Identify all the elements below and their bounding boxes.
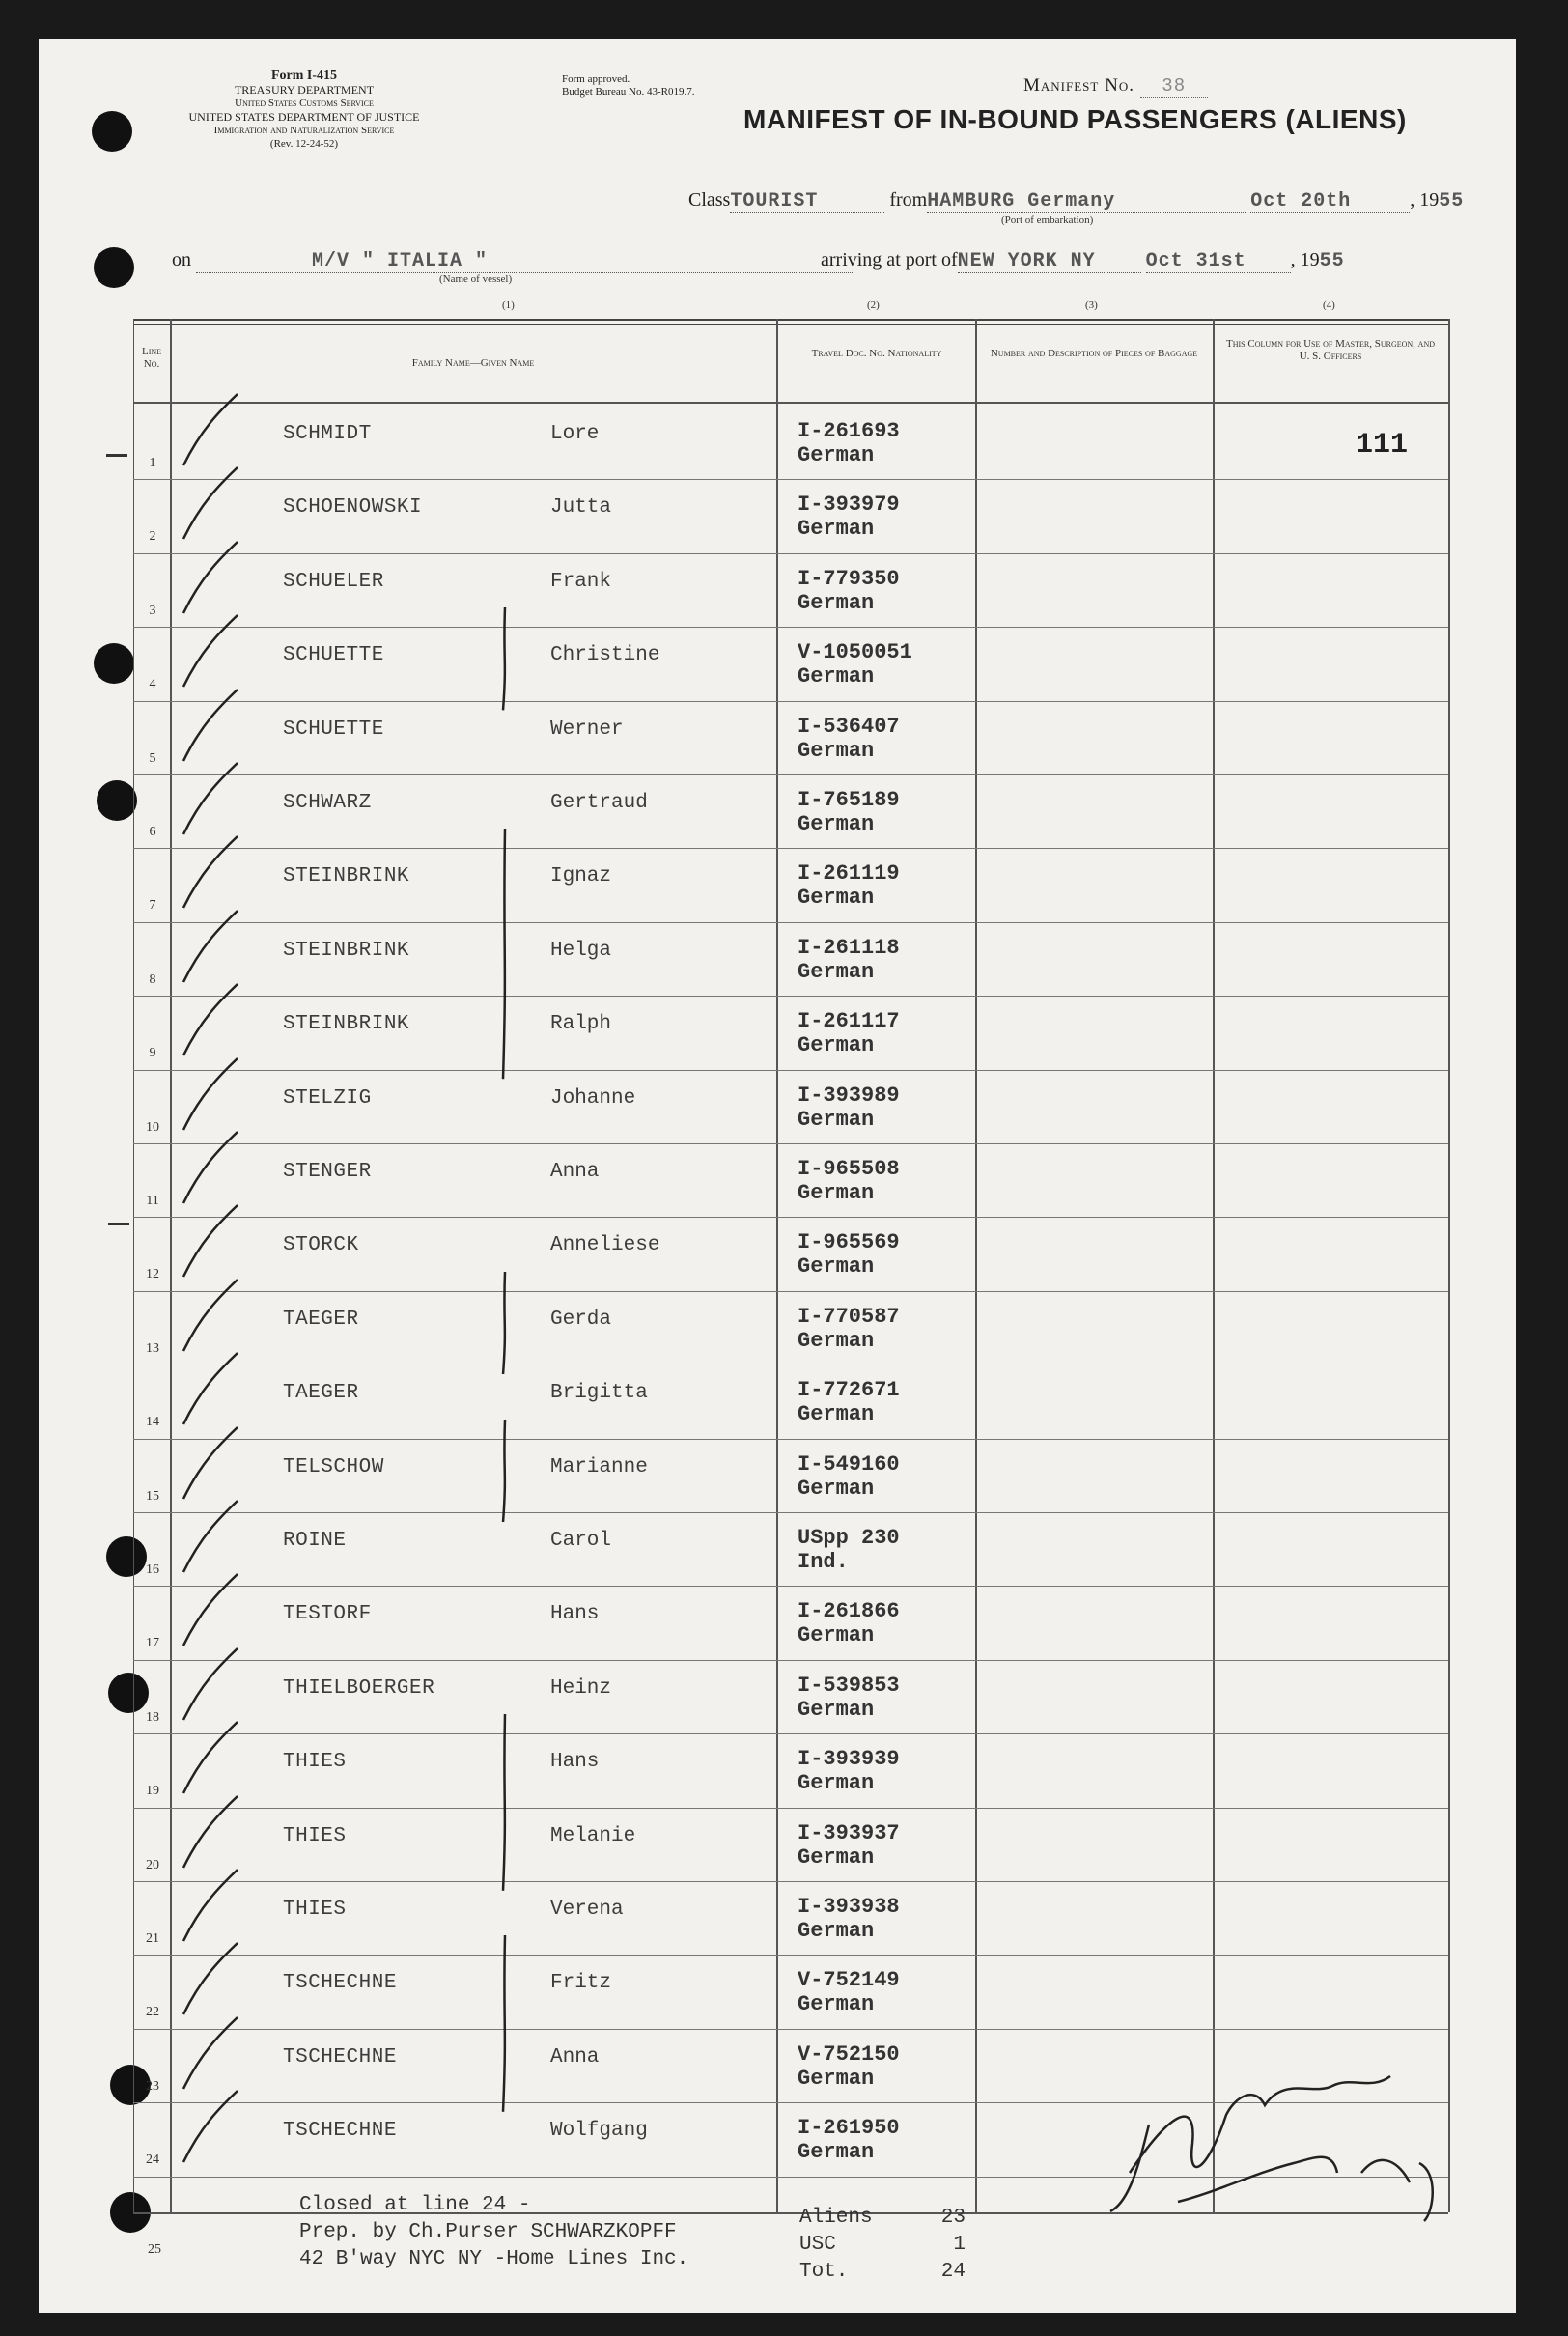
travel-doc-number: I-779350 xyxy=(798,566,900,591)
line-number: 20 xyxy=(146,1857,159,1872)
family-name: STELZIG xyxy=(283,1086,372,1110)
binder-hole xyxy=(94,247,134,288)
row-rule xyxy=(133,1881,1448,1882)
family-name: STEINBRINK xyxy=(283,865,410,888)
travel-doc-number: I-261693 xyxy=(798,419,900,443)
line-number: 5 xyxy=(149,750,156,766)
given-name: Johanne xyxy=(550,1086,636,1110)
line-number: 17 xyxy=(146,1636,159,1651)
line-number: 15 xyxy=(146,1488,159,1504)
nationality: German xyxy=(798,1181,875,1205)
line-number: 3 xyxy=(149,603,156,618)
col-officers: This Column for Use of Master, Surgeon, and U. S. Officers xyxy=(1226,338,1435,362)
usc-label: USC xyxy=(799,2234,836,2256)
inspector-signature xyxy=(1091,2057,1497,2231)
travel-doc-cell xyxy=(798,1599,900,1647)
travel-doc-cell xyxy=(798,1674,900,1722)
family-bracket xyxy=(495,1935,515,2112)
given-name: Werner xyxy=(550,718,624,741)
travel-doc-number: I-261866 xyxy=(798,1599,900,1624)
line-number: 18 xyxy=(146,1709,159,1725)
travel-doc-number: I-393989 xyxy=(798,1083,900,1108)
family-name: TAEGER xyxy=(283,1308,359,1331)
closing-note xyxy=(299,2192,688,2273)
travel-doc-number: I-261118 xyxy=(798,935,900,960)
nationality: German xyxy=(798,1107,875,1132)
family-name: THIES xyxy=(283,1899,347,1921)
travel-doc-number: I-965569 xyxy=(798,1230,900,1255)
manifest-number-label: Manifest No. xyxy=(1023,75,1134,96)
vessel-line xyxy=(172,249,853,273)
family-bracket xyxy=(495,829,515,1079)
table-divider xyxy=(1213,319,1215,2212)
given-name: Christine xyxy=(550,644,660,667)
family-name: TELSCHOW xyxy=(283,1455,384,1478)
nationality: German xyxy=(798,738,875,763)
line-number: 11 xyxy=(146,1194,159,1208)
travel-doc-number: I-965508 xyxy=(798,1157,900,1181)
binder-hole xyxy=(92,111,132,152)
given-name: Hans xyxy=(550,1751,600,1774)
nationality: German xyxy=(798,1402,875,1427)
line-number: 22 xyxy=(146,2005,159,2020)
family-name: STEINBRINK xyxy=(283,939,410,962)
line-number: 21 xyxy=(146,1931,159,1946)
nationality: German xyxy=(798,1033,875,1058)
nationality: German xyxy=(798,2140,875,2165)
travel-doc-cell xyxy=(798,1009,900,1057)
travel-doc-number: I-770587 xyxy=(798,1304,900,1329)
embarkation-port: HAMBURG Germany xyxy=(927,190,1246,213)
table-divider xyxy=(975,319,977,2212)
header-bottom-rule xyxy=(133,402,1448,404)
arrival-line: arriving at port ofNEW YORK NY Oct 31st , 1955 xyxy=(821,249,1345,272)
arrival-port: NEW YORK NY xyxy=(958,250,1141,273)
travel-doc-cell xyxy=(798,640,912,689)
family-name: TAEGER xyxy=(283,1382,359,1405)
travel-doc-number: I-393939 xyxy=(798,1747,900,1772)
table-divider xyxy=(776,319,778,2212)
agent-address: 42 B'way NYC NY -Home Lines Inc. xyxy=(299,2248,689,2270)
family-name: SCHOENOWSKI xyxy=(283,496,423,520)
travel-doc-number: I-539853 xyxy=(798,1673,900,1698)
row-rule xyxy=(133,1955,1448,1956)
line-number: 9 xyxy=(149,1046,156,1061)
travel-doc-cell xyxy=(798,788,900,836)
given-name: Heinz xyxy=(550,1676,612,1700)
family-name: STEINBRINK xyxy=(283,1013,410,1036)
line-number-footer: 25 xyxy=(148,2242,161,2257)
budget-bureau: Budget Bureau No. 43-R019.7. xyxy=(562,86,695,98)
nationality: German xyxy=(798,959,875,984)
line-number: 19 xyxy=(146,1784,159,1799)
travel-doc-cell xyxy=(798,1084,900,1132)
travel-doc-cell xyxy=(798,1526,900,1574)
nationality: German xyxy=(798,1844,875,1870)
family-name: STENGER xyxy=(283,1161,372,1183)
col-baggage: Number and Description of Pieces of Baggage xyxy=(990,348,1198,359)
on-label: on xyxy=(172,249,191,270)
form-approval xyxy=(562,73,694,99)
nationality: German xyxy=(798,1992,875,2017)
given-name: Jutta xyxy=(550,496,612,520)
row-rule xyxy=(133,479,1448,480)
travel-doc-number: I-772671 xyxy=(798,1378,900,1403)
class-value: TOURIST xyxy=(730,190,884,213)
row-rule xyxy=(133,1808,1448,1809)
nationality: German xyxy=(798,1771,875,1796)
totals-labels xyxy=(799,2205,873,2286)
travel-doc-number: USpp 230 xyxy=(798,1526,900,1550)
travel-doc-cell xyxy=(798,861,900,910)
table-top-border xyxy=(133,319,1448,325)
row-rule xyxy=(133,1143,1448,1144)
travel-doc-number: I-765189 xyxy=(798,788,900,812)
travel-doc-cell xyxy=(798,715,900,763)
officer-note: 111 xyxy=(1356,429,1409,462)
row-rule xyxy=(133,1586,1448,1587)
line-number: 6 xyxy=(149,825,156,839)
margin-mark xyxy=(108,1223,129,1225)
given-name: Fritz xyxy=(550,1972,612,1995)
family-bracket xyxy=(495,607,515,710)
family-name: THIES xyxy=(283,1824,347,1847)
totals-values xyxy=(927,2205,966,2286)
family-name: TSCHECHNE xyxy=(283,1972,397,1995)
arrival-date: Oct 31st xyxy=(1146,250,1291,273)
nationality: German xyxy=(798,590,875,615)
arriving-label: arriving at port of xyxy=(821,249,958,270)
voyage-class-line: ClassTOURIST fromHAMBURG Germany Oct 20th , 1955 xyxy=(688,189,1465,212)
family-name: SCHUETTE xyxy=(283,718,384,741)
year-prefix: 19 xyxy=(1419,189,1440,211)
nationality: German xyxy=(798,1919,875,1943)
line-number: 16 xyxy=(146,1562,159,1577)
given-name: Marianne xyxy=(550,1455,648,1478)
family-name: SCHMIDT xyxy=(283,423,372,445)
family-name: ROINE xyxy=(283,1530,347,1552)
col-number-4: (4) xyxy=(1323,299,1335,311)
vessel-name: M/V " ITALIA " xyxy=(196,250,853,273)
travel-doc-number: I-261119 xyxy=(798,861,900,887)
travel-doc-cell xyxy=(798,1747,900,1795)
form-revision: (Rev. 12-24-52) xyxy=(269,138,339,150)
line-number: 12 xyxy=(146,1267,159,1282)
treasury-dept: TREASURY DEPARTMENT xyxy=(234,83,375,97)
line-number: 8 xyxy=(149,971,156,987)
travel-doc-number: V-752150 xyxy=(798,2041,900,2067)
binder-hole xyxy=(94,643,134,684)
travel-doc-cell xyxy=(798,1305,900,1353)
travel-doc-cell xyxy=(798,1157,900,1205)
family-name: STORCK xyxy=(283,1234,359,1257)
row-rule xyxy=(133,996,1448,997)
given-name: Hans xyxy=(550,1603,600,1626)
nationality: German xyxy=(798,443,875,467)
nationality: German xyxy=(798,1476,875,1501)
margin-mark xyxy=(106,454,127,457)
line-number: 23 xyxy=(146,2078,159,2094)
nationality: German xyxy=(798,812,875,836)
row-rule xyxy=(133,627,1448,628)
row-rule xyxy=(133,1733,1448,1734)
family-name: THIELBOERGER xyxy=(283,1676,435,1700)
family-bracket xyxy=(495,1420,515,1522)
travel-doc-cell xyxy=(798,493,900,541)
embarkation-note: (Port of embarkation) xyxy=(1001,214,1094,226)
travel-doc-number: V-752149 xyxy=(798,1968,900,1993)
nationality: German xyxy=(798,1328,875,1353)
row-rule xyxy=(133,1217,1448,1218)
given-name: Ignaz xyxy=(550,865,612,888)
travel-doc-number: I-393937 xyxy=(798,1820,900,1845)
given-name: Anneliese xyxy=(550,1234,660,1257)
family-name: TSCHECHNE xyxy=(283,2045,397,2069)
table-right-border xyxy=(1448,319,1450,2212)
row-rule xyxy=(133,1291,1448,1292)
col-name: Family Name—Given Name xyxy=(411,357,535,369)
given-name: Helga xyxy=(550,939,612,962)
travel-doc-cell xyxy=(798,2116,900,2164)
manifest-number-value: 38 xyxy=(1140,75,1208,98)
col-number-1: (1) xyxy=(502,299,515,311)
aliens-label: Aliens xyxy=(799,2207,873,2229)
nationality: German xyxy=(798,664,875,690)
travel-doc-number: V-1050051 xyxy=(798,640,912,665)
total-count: 24 xyxy=(940,2261,966,2283)
row-rule xyxy=(133,1660,1448,1661)
row-rule xyxy=(133,1070,1448,1071)
travel-doc-cell xyxy=(798,1968,900,2016)
line-number: 24 xyxy=(146,2153,159,2168)
passenger-table xyxy=(133,319,1448,2212)
col-number-3: (3) xyxy=(1085,299,1098,311)
travel-doc-cell xyxy=(798,419,900,467)
line-number: 14 xyxy=(146,1415,159,1430)
travel-doc-cell xyxy=(798,1895,900,1943)
given-name: Ralph xyxy=(550,1013,612,1036)
travel-doc-number: I-261117 xyxy=(798,1009,900,1034)
form-agency-block xyxy=(130,70,478,151)
family-name: THIES xyxy=(283,1751,347,1774)
travel-doc-number: I-549160 xyxy=(798,1451,900,1477)
nationality: German xyxy=(798,1623,875,1648)
vessel-note: (Name of vessel) xyxy=(439,273,513,285)
row-rule xyxy=(133,1512,1448,1513)
given-name: Gerda xyxy=(550,1308,612,1331)
nationality: Ind. xyxy=(798,1550,849,1574)
nationality: German xyxy=(798,1697,875,1722)
arrival-year: 55 xyxy=(1319,250,1345,272)
given-name: Frank xyxy=(550,570,612,593)
given-name: Anna xyxy=(550,1161,600,1183)
given-name: Anna xyxy=(550,2045,600,2069)
family-name: SCHUELER xyxy=(283,570,384,593)
closed-at-line: Closed at line 24 - xyxy=(299,2194,531,2216)
year-prefix: 19 xyxy=(1300,249,1320,270)
family-bracket xyxy=(495,1714,515,1891)
check-tick xyxy=(162,2083,249,2170)
family-name: SCHUETTE xyxy=(283,644,384,667)
travel-doc-number: I-393979 xyxy=(798,493,900,518)
row-rule xyxy=(133,553,1448,554)
family-name: TSCHECHNE xyxy=(283,2120,397,2143)
travel-doc-cell xyxy=(798,2042,900,2091)
ins-service: Immigration and Naturalization Service xyxy=(213,125,395,136)
family-bracket xyxy=(495,1272,515,1374)
line-number: 1 xyxy=(149,456,156,470)
total-label: Tot. xyxy=(799,2261,849,2283)
from-label: from xyxy=(889,189,928,211)
travel-doc-cell xyxy=(798,1230,900,1279)
line-number: 10 xyxy=(146,1119,159,1135)
line-number: 4 xyxy=(149,677,156,692)
row-rule xyxy=(133,2029,1448,2030)
prepared-by: Prep. by Ch.Purser SCHWARZKOPFF xyxy=(299,2221,677,2243)
given-name: Carol xyxy=(550,1530,612,1552)
line-number: 2 xyxy=(149,529,156,545)
form-number: Form I-415 xyxy=(270,69,338,83)
col-doc: Travel Doc. No. Nationality xyxy=(811,348,942,359)
nationality: German xyxy=(798,2066,875,2091)
page-title: MANIFEST OF IN-BOUND PASSENGERS (ALIENS) xyxy=(743,104,1407,134)
usc-count: 1 xyxy=(953,2234,966,2256)
departure-year: 55 xyxy=(1439,190,1465,212)
family-name: SCHWARZ xyxy=(283,792,372,814)
given-name: Lore xyxy=(550,423,600,445)
given-name: Melanie xyxy=(550,1824,636,1847)
departure-date: Oct 20th xyxy=(1250,190,1410,213)
row-rule xyxy=(133,848,1448,849)
manifest-number xyxy=(1023,75,1208,98)
row-rule xyxy=(133,774,1448,775)
nationality: German xyxy=(798,1254,875,1280)
col-line-no: Line No. xyxy=(141,346,162,370)
line-number: 13 xyxy=(146,1340,159,1356)
approved-text: Form approved. xyxy=(562,73,630,85)
binder-hole xyxy=(97,780,137,821)
customs-service: United States Customs Service xyxy=(235,98,374,109)
class-label: Class xyxy=(688,189,731,211)
given-name: Verena xyxy=(550,1899,624,1921)
row-rule xyxy=(133,922,1448,923)
travel-doc-number: I-261950 xyxy=(798,2116,900,2141)
row-rule xyxy=(133,1439,1448,1440)
given-name: Wolfgang xyxy=(550,2120,648,2143)
nationality: German xyxy=(798,517,875,542)
line-number: 7 xyxy=(149,898,156,914)
travel-doc-number: I-393938 xyxy=(798,1895,900,1919)
given-name: Brigitta xyxy=(550,1382,648,1405)
travel-doc-cell xyxy=(798,936,900,984)
aliens-count: 23 xyxy=(940,2207,966,2229)
travel-doc-cell xyxy=(798,1452,900,1501)
given-name: Gertraud xyxy=(550,792,648,814)
row-rule xyxy=(133,701,1448,702)
travel-doc-cell xyxy=(798,1378,900,1426)
nationality: German xyxy=(798,886,875,911)
travel-doc-number: I-536407 xyxy=(798,714,900,739)
family-name: TESTORF xyxy=(283,1603,372,1626)
justice-dept: UNITED STATES DEPARTMENT OF JUSTICE xyxy=(188,110,420,124)
travel-doc-cell xyxy=(798,567,900,615)
col-number-2: (2) xyxy=(867,299,880,311)
travel-doc-cell xyxy=(798,1821,900,1870)
